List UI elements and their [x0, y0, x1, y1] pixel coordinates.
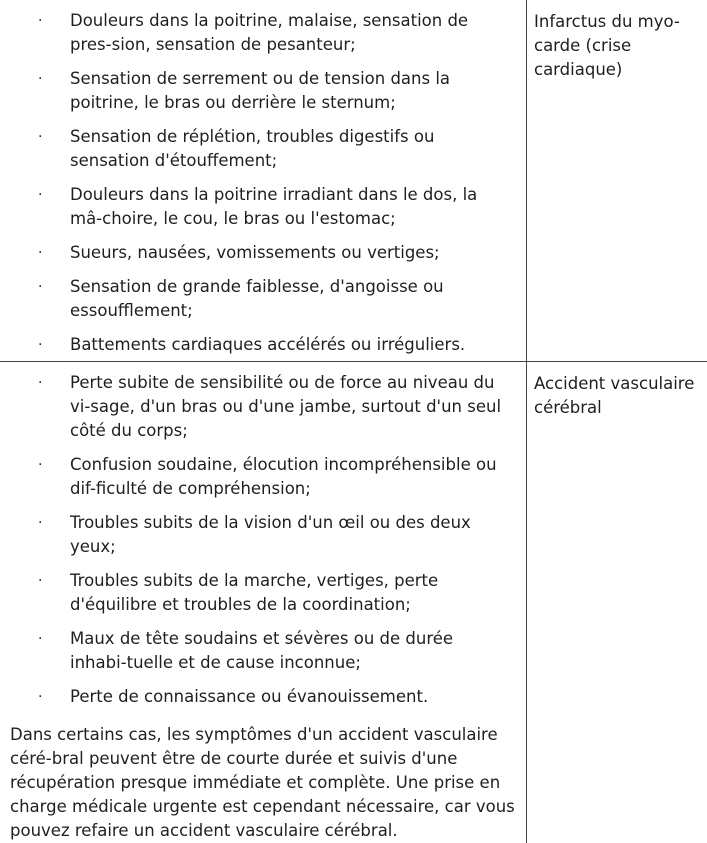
symptom-text: Sueurs, nausées, vomissements ou vertiges;	[70, 243, 440, 262]
list-item	[0, 333, 526, 361]
list-item	[0, 453, 526, 511]
stroke-note-paragraph: Dans certains cas, les symptômes d'un accident vasculaire céré-bral peuvent être de courte durée et suivis d'une récupération presque immédiate et complète. Une prise en charge médicale urgente est cependant nécessaire, car vous pouvez refaire un accident vasculaire cérébral.	[0, 719, 526, 843]
condition-label: Infarctus du myo-carde (crise cardiaque)	[527, 0, 707, 82]
symptom-text: Sensation de serrement ou de tension dans la poitrine, le bras ou derrière le sternum;	[70, 69, 450, 112]
list-item	[0, 275, 526, 333]
list-item	[0, 511, 526, 569]
list-item	[0, 627, 526, 685]
symptom-text: Maux de tête soudains et sévères ou de durée inhabi-tuelle et de cause inconnue;	[70, 629, 453, 672]
symptom-text: Perte subite de sensibilité ou de force au niveau du vi-sage, d'un bras ou d'une jambe, surtout d'un seul côté du corps;	[70, 373, 501, 440]
symptoms-cell	[0, 362, 527, 843]
symptom-text: Sensation de grande faiblesse, d'angoisse ou essoufflement;	[70, 277, 444, 320]
symptom-list	[0, 362, 526, 719]
condition-cell	[527, 0, 707, 362]
symptom-text: Troubles subits de la marche, vertiges, perte d'équilibre et troubles de la coordination;	[70, 571, 438, 614]
bullet-icon: ·	[38, 371, 48, 395]
list-item	[0, 125, 526, 183]
symptom-text: Perte de connaissance ou évanouissement.	[70, 687, 428, 706]
list-item	[0, 569, 526, 627]
list-item	[0, 685, 526, 719]
list-item	[0, 371, 526, 453]
list-item	[0, 241, 526, 275]
table-row-heart-attack	[0, 0, 707, 362]
symptom-text: Douleurs dans la poitrine, malaise, sensation de pres-sion, sensation de pesanteur;	[70, 11, 468, 54]
symptom-text: Battements cardiaques accélérés ou irréguliers.	[70, 335, 465, 354]
bullet-icon: ·	[38, 9, 48, 33]
symptom-text: Douleurs dans la poitrine irradiant dans le dos, la mâ-choire, le cou, le bras ou l'estomac;	[70, 185, 477, 228]
bullet-icon: ·	[38, 241, 48, 265]
list-item	[0, 67, 526, 125]
bullet-icon: ·	[38, 627, 48, 651]
bullet-icon: ·	[38, 511, 48, 535]
symptom-text: Sensation de réplétion, troubles digestifs ou sensation d'étouffement;	[70, 127, 434, 170]
bullet-icon: ·	[38, 685, 48, 709]
table-row-stroke	[0, 362, 707, 843]
bullet-icon: ·	[38, 275, 48, 299]
symptom-list	[0, 0, 526, 361]
bullet-icon: ·	[38, 569, 48, 593]
bullet-icon: ·	[38, 183, 48, 207]
bullet-icon: ·	[38, 125, 48, 149]
condition-label: Accident vasculaire cérébral	[527, 362, 707, 420]
symptom-text: Troubles subits de la vision d'un œil ou des deux yeux;	[70, 513, 471, 556]
bullet-icon: ·	[38, 67, 48, 91]
list-item	[0, 9, 526, 67]
bullet-icon: ·	[38, 453, 48, 477]
condition-cell	[527, 362, 707, 843]
list-item	[0, 183, 526, 241]
bullet-icon: ·	[38, 333, 48, 357]
symptom-text: Confusion soudaine, élocution incompréhensible ou dif-ficulté de compréhension;	[70, 455, 497, 498]
symptoms-cell	[0, 0, 527, 362]
